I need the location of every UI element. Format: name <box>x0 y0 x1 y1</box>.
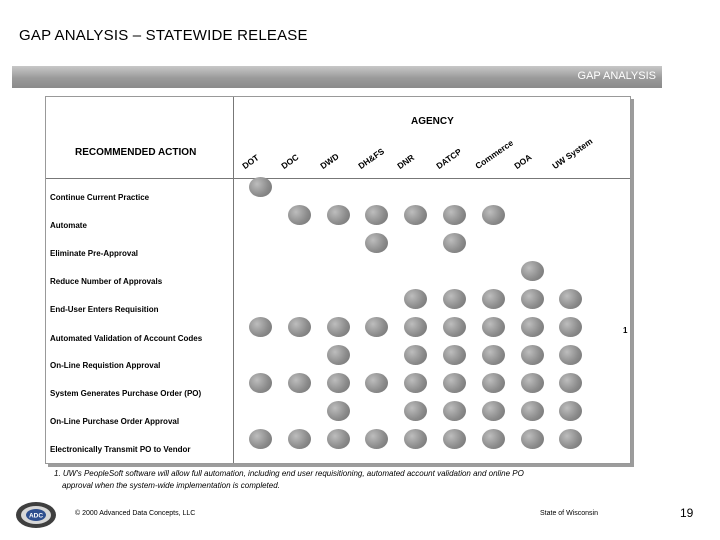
agency-mark-dot <box>482 429 505 449</box>
agency-mark-dot <box>443 289 466 309</box>
agency-mark-dot <box>482 401 505 421</box>
agency-mark-dot <box>249 429 272 449</box>
agency-mark-dot <box>365 373 388 393</box>
agency-label: UW System <box>550 135 595 171</box>
header-divider <box>46 178 630 179</box>
agency-mark-dot <box>443 345 466 365</box>
action-row-label: Reduce Number of Approvals <box>50 277 163 286</box>
agency-mark-dot <box>482 317 505 337</box>
action-row-label: System Generates Purchase Order (PO) <box>50 389 202 398</box>
agency-label: DATCP <box>434 146 464 171</box>
agency-mark-dot <box>404 345 427 365</box>
action-row-label: On-Line Requistion Approval <box>50 361 161 370</box>
agency-mark-dot <box>404 373 427 393</box>
agency-mark-dot <box>365 205 388 225</box>
footnote-line-1: 1. UW's PeopleSoft software will allow full automation, including end user requisitioning, automated account validation and online PO <box>54 469 524 478</box>
action-row-label: Automate <box>50 221 87 230</box>
agency-mark-dot <box>249 317 272 337</box>
agency-mark-dot <box>365 429 388 449</box>
agency-mark-dot <box>559 345 582 365</box>
agency-mark-dot <box>482 373 505 393</box>
agency-label: DH&FS <box>356 146 387 171</box>
agency-mark-dot <box>443 401 466 421</box>
agency-mark-dot <box>521 289 544 309</box>
agency-label: DOT <box>240 152 261 171</box>
agency-mark-dot <box>559 317 582 337</box>
page-number: 19 <box>680 506 694 520</box>
agency-mark-dot <box>404 289 427 309</box>
agency-mark-dot <box>521 401 544 421</box>
footnote-marker: 1 <box>623 326 628 335</box>
adc-logo <box>14 500 58 530</box>
agency-mark-dot <box>327 429 350 449</box>
agency-mark-dot <box>249 373 272 393</box>
copyright: © 2000 Advanced Data Concepts, LLC <box>75 510 196 517</box>
agency-mark-dot <box>327 317 350 337</box>
agency-mark-dot <box>521 373 544 393</box>
agency-mark-dot <box>443 373 466 393</box>
agency-mark-dot <box>288 373 311 393</box>
agency-mark-dot <box>404 317 427 337</box>
agency-mark-dot <box>365 233 388 253</box>
state-label: State of Wisconsin <box>540 510 598 517</box>
agency-mark-dot <box>521 317 544 337</box>
agency-label: DOA <box>511 151 534 171</box>
agency-header: AGENCY <box>411 116 454 127</box>
footnote-line-2: approval when the system-wide implementation is completed. <box>62 481 280 490</box>
agency-mark-dot <box>288 317 311 337</box>
agency-mark-dot <box>327 401 350 421</box>
agency-mark-dot <box>482 205 505 225</box>
agency-label: DOC <box>279 151 301 171</box>
agency-mark-dot <box>327 345 350 365</box>
gap-analysis-table <box>45 96 631 464</box>
agency-mark-dot <box>404 429 427 449</box>
agency-mark-dot <box>443 205 466 225</box>
agency-mark-dot <box>443 317 466 337</box>
agency-label: DWD <box>317 151 341 171</box>
agency-label: Commerce <box>473 137 515 171</box>
header-banner <box>12 66 662 88</box>
agency-mark-dot <box>443 429 466 449</box>
agency-mark-dot <box>521 345 544 365</box>
agency-mark-dot <box>288 429 311 449</box>
agency-label: DNR <box>395 152 417 171</box>
agency-mark-dot <box>327 205 350 225</box>
agency-mark-dot <box>559 401 582 421</box>
agency-mark-dot <box>482 289 505 309</box>
footnote <box>54 468 614 492</box>
action-row-label: Continue Current Practice <box>50 193 150 202</box>
agency-mark-dot <box>404 401 427 421</box>
banner-label: GAP ANALYSIS <box>577 70 656 82</box>
agency-mark-dot <box>559 289 582 309</box>
agency-mark-dot <box>482 345 505 365</box>
agency-mark-dot <box>327 373 350 393</box>
logo-text: ADC <box>28 512 44 520</box>
agency-mark-dot <box>559 373 582 393</box>
agency-mark-dot <box>559 429 582 449</box>
column-divider <box>233 97 234 463</box>
action-row-label: Automated Validation of Account Codes <box>50 334 203 343</box>
action-row-label: On-Line Purchase Order Approval <box>50 417 180 426</box>
agency-mark-dot <box>404 205 427 225</box>
agency-mark-dot <box>521 261 544 281</box>
agency-mark-dot <box>521 429 544 449</box>
action-row-label: Electronically Transmit PO to Vendor <box>50 445 191 454</box>
agency-mark-dot <box>443 233 466 253</box>
recommended-action-header: RECOMMENDED ACTION <box>75 147 197 158</box>
agency-mark-dot <box>249 177 272 197</box>
agency-mark-dot <box>288 205 311 225</box>
agency-mark-dot <box>365 317 388 337</box>
slide-title: GAP ANALYSIS – STATEWIDE RELEASE <box>19 27 308 44</box>
action-row-label: Eliminate Pre-Approval <box>50 249 139 258</box>
action-row-label: End-User Enters Requisition <box>50 305 159 314</box>
